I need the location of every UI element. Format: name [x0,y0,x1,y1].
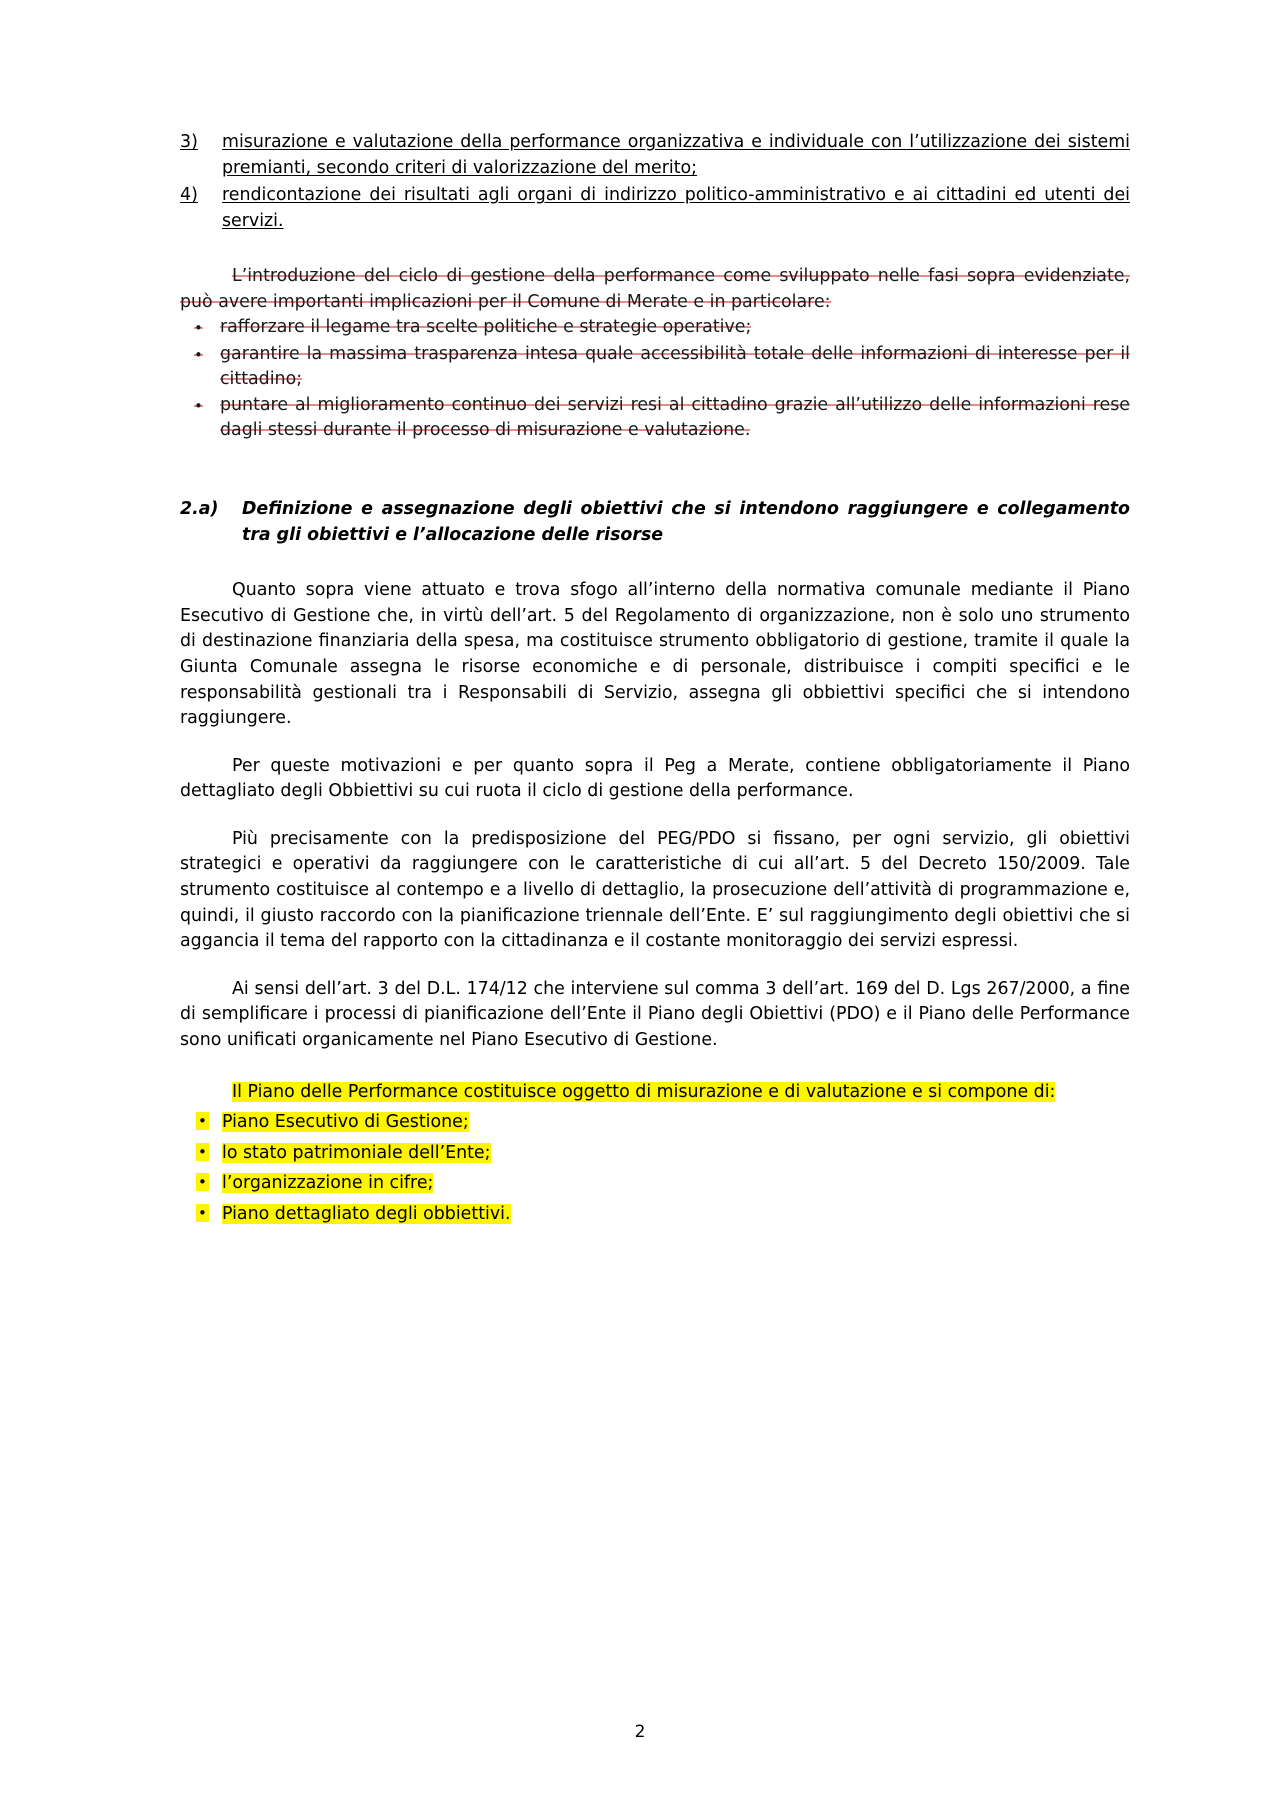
struck-intro-paragraph [180,264,1130,315]
bullet-icon: • [194,396,203,415]
list-item-text: Piano Esecutivo di Gestione; [222,1112,469,1133]
struck-bullet-list [180,315,1130,444]
bullet-icon: • [198,1173,207,1192]
paragraph: Quanto sopra viene attuato e trova sfogo all’interno della normativa comunale mediante il Piano Esecutivo di Gestione che, in virtù dell’art. 5 del Regolamento di organizzazione, non è solo uno strumento di destinazione finanziaria della spesa, ma costituisce strumento obbligatorio di gestione, tramite il quale la Giunta Comunale assegna le risorse economiche e di personale, distribuisce i compiti specifici e le responsabilità gestionali tra i Responsabili di Servizio, assegna gli obbiettivi specifici che si intendono raggiungere. [180,580,1130,729]
list-item-text: rafforzare il legame tra scelte politiche e strategie operative; [220,317,752,338]
highlighted-block [180,1080,1130,1228]
list-item-text: Piano dettagliato degli obbiettivi. [222,1203,511,1224]
section-title: Definizione e assegnazione degli obiettivi che si intendono raggiungere e collegamento tra gli obiettivi e l’allocazione delle risorse [242,499,1130,546]
bullet-icon: • [198,1203,207,1222]
paragraph: Ai sensi dell’art. 3 del D.L. 174/12 che interviene sul comma 3 dell’art. 169 del D. Lgs 267/2000, a fine di semplificare i processi di pianificazione dell’Ente il Piano degli Obiettivi (PDO) e il Piano delle Performance sono unificati organicamente nel Piano Esecutivo di Gestione. [180,978,1130,1050]
section-heading [180,496,1130,548]
list-marker: 3) [180,132,198,152]
bullet-icon: • [194,345,203,364]
list-item-text: lo stato patrimoniale dell’Ente; [222,1142,491,1163]
highlighted-intro-text: Il Piano delle Performance costituisce oggetto di misurazione e di valutazione e si compone di: [232,1081,1056,1102]
struck-through-block [180,264,1130,444]
list-marker: 4) [180,185,198,206]
bullet-icon: • [198,1142,207,1161]
list-item-text: l’organizzazione in cifre; [222,1173,434,1194]
list-item [180,1202,1130,1228]
document-body [180,130,1130,1227]
section-number: 2.a) [180,499,219,520]
list-item [180,342,1130,393]
numbered-list [180,130,1130,234]
bullet-icon: • [198,1112,207,1131]
list-item-text: garantire la massima trasparenza intesa quale accessibilità totale delle informazioni di interesse per il cittadino; [220,343,1130,390]
list-item [180,315,1130,341]
list-item [180,1171,1130,1197]
highlighted-bullet-list [180,1110,1130,1227]
list-item-text: misurazione e valutazione della performance organizzativa e individuale con l’utilizzazione dei sistemi premianti, secondo criteri di valorizzazione del merito; [222,132,1130,178]
bullet-icon: • [194,319,203,338]
highlighted-intro [180,1080,1130,1106]
list-item [180,1110,1130,1136]
list-item-text: puntare al miglioramento continuo dei servizi resi al cittadino grazie all’utilizzo delle informazioni rese dagli stessi durante il processo di misurazione e valutazione. [220,394,1130,441]
list-item [180,1141,1130,1167]
struck-intro-text: L’introduzione del ciclo di gestione della performance come sviluppato nelle fasi sopra evidenziate, può avere importanti implicazioni per il Comune di Merate e in particolare: [180,266,1130,312]
list-item [180,183,1130,234]
list-item [180,393,1130,444]
list-item-text: rendicontazione dei risultati agli organi di indirizzo politico-amministrativo e ai cittadini ed utenti dei servizi. [222,185,1130,231]
paragraph: Più precisamente con la predisposizione del PEG/PDO si fissano, per ogni servizio, gli obiettivi strategici e operativi da raggiungere con le caratteristiche di cui all’art. 5 del Decreto 150/2009. Tale strumento costituisce al contempo e a livello di dettaglio, la prosecuzione dell’attività di programmazione e, quindi, il giusto raccordo con la pianificazione triennale dell’Ente. E’ sul raggiungimento degli obiettivi che si aggancia il tema del rapporto con la cittadinanza e il costante monitoraggio dei servizi espressi. [180,828,1130,952]
page-number: 2 [634,1722,646,1742]
paragraph: Per queste motivazioni e per quanto sopra il Peg a Merate, contiene obbligatoriamente il Piano dettagliato degli Obbiettivi su cui ruota il ciclo di gestione della performance. [180,755,1130,802]
list-item [180,130,1130,181]
